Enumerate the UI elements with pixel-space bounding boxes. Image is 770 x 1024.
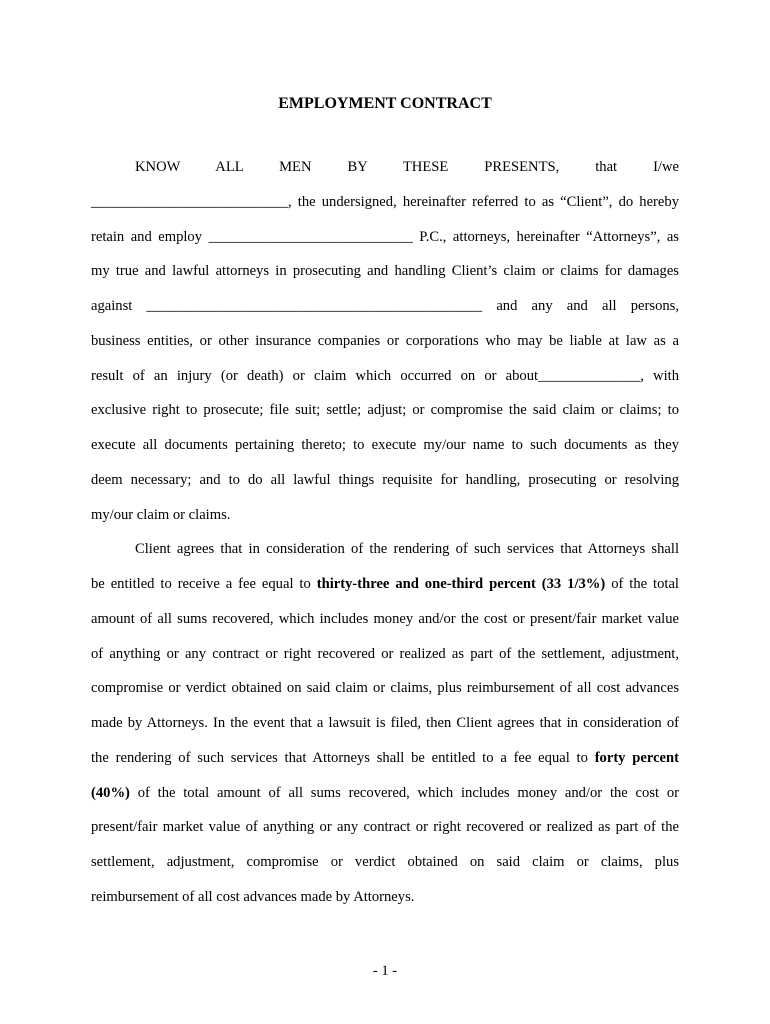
paragraph1-line-9: execute all documents pertaining thereto; to execute my/our name to such documents as they: [91, 437, 679, 453]
paragraph2-line-3: amount of all sums recovered, which includes money and/or the cost or present/fair market value: [91, 610, 679, 627]
page-number: - 1 -: [372, 963, 398, 979]
paragraph2-line-7: [91, 741, 679, 776]
paragraph1-line-5: against ______________________________________________ and any and all persons,: [91, 298, 679, 314]
paragraph1-line-11: my/our claim or claims.: [91, 506, 231, 523]
paragraph2-line-4: of anything or any contract or right recovered or realized as part of the settlement, adjustment,: [91, 645, 679, 662]
paragraph2-line-2: [91, 567, 679, 602]
document-body: [91, 150, 679, 915]
paragraph1-line-10: deem necessary; and to do all lawful things requisite for handling, prosecuting or resolving: [91, 471, 679, 488]
fee-percent-lawsuit-number: (40%): [91, 784, 130, 801]
paragraph1-line-2: ___________________________, the undersigned, hereinafter referred to as “Client”, do hereby: [91, 193, 679, 210]
fee-intro-text: be entitled to receive a fee equal to: [91, 576, 317, 592]
paragraph2-line-9: present/fair market value of anything or any contract or right recovered or realized as part of the: [91, 819, 679, 836]
lawsuit-fee-tail: of the total amount of all sums recovered, which includes money and/or the cost or: [129, 784, 679, 801]
paragraph2-line-11: reimbursement of all cost advances made by Attorneys.: [91, 888, 415, 905]
paragraph1-line-7: result of an injury (or death) or claim which occurred on or about______________, with: [91, 367, 679, 384]
paragraph2-line-6: made by Attorneys. In the event that a lawsuit is filed, then Client agrees that in consideration of: [91, 715, 679, 731]
document-title: EMPLOYMENT CONTRACT: [278, 95, 492, 112]
paragraph1-line-8: exclusive right to prosecute; file suit; settle; adjust; or compromise the said claim or claims; to: [91, 402, 679, 419]
fee-percent-settlement: thirty-three and one-third percent (33 1/3%): [316, 576, 606, 592]
paragraph-fee-agreement: [91, 532, 679, 914]
fee-intro-tail: of the total: [605, 576, 679, 592]
paragraph1-line-6: business entities, or other insurance companies or corporations who may be liable at law as a: [91, 332, 679, 349]
paragraph2-line-1: Client agrees that in consideration of the rendering of such services that Attorneys shall: [135, 541, 679, 558]
lawsuit-fee-intro: the rendering of such services that Attorneys shall be entitled to a fee equal to: [91, 749, 595, 766]
fee-percent-lawsuit: forty percent: [594, 749, 679, 766]
paragraph1-line-1: KNOW ALL MEN BY THESE PRESENTS, that I/we: [135, 159, 679, 175]
paragraph-know-all-men: [91, 150, 679, 532]
paragraph2-line-8: [91, 776, 679, 811]
paragraph1-line-3: retain and employ ____________________________ P.C., attorneys, hereinafter “Attorneys”, as: [91, 228, 679, 245]
paragraph2-line-10: settlement, adjustment, compromise or verdict obtained on said claim or claims, plus: [91, 854, 679, 870]
paragraph1-line-4: my true and lawful attorneys in prosecuting and handling Client’s claim or claims for damages: [91, 263, 679, 280]
paragraph2-line-5: compromise or verdict obtained on said claim or claims, plus reimbursement of all cost advances: [91, 680, 679, 697]
